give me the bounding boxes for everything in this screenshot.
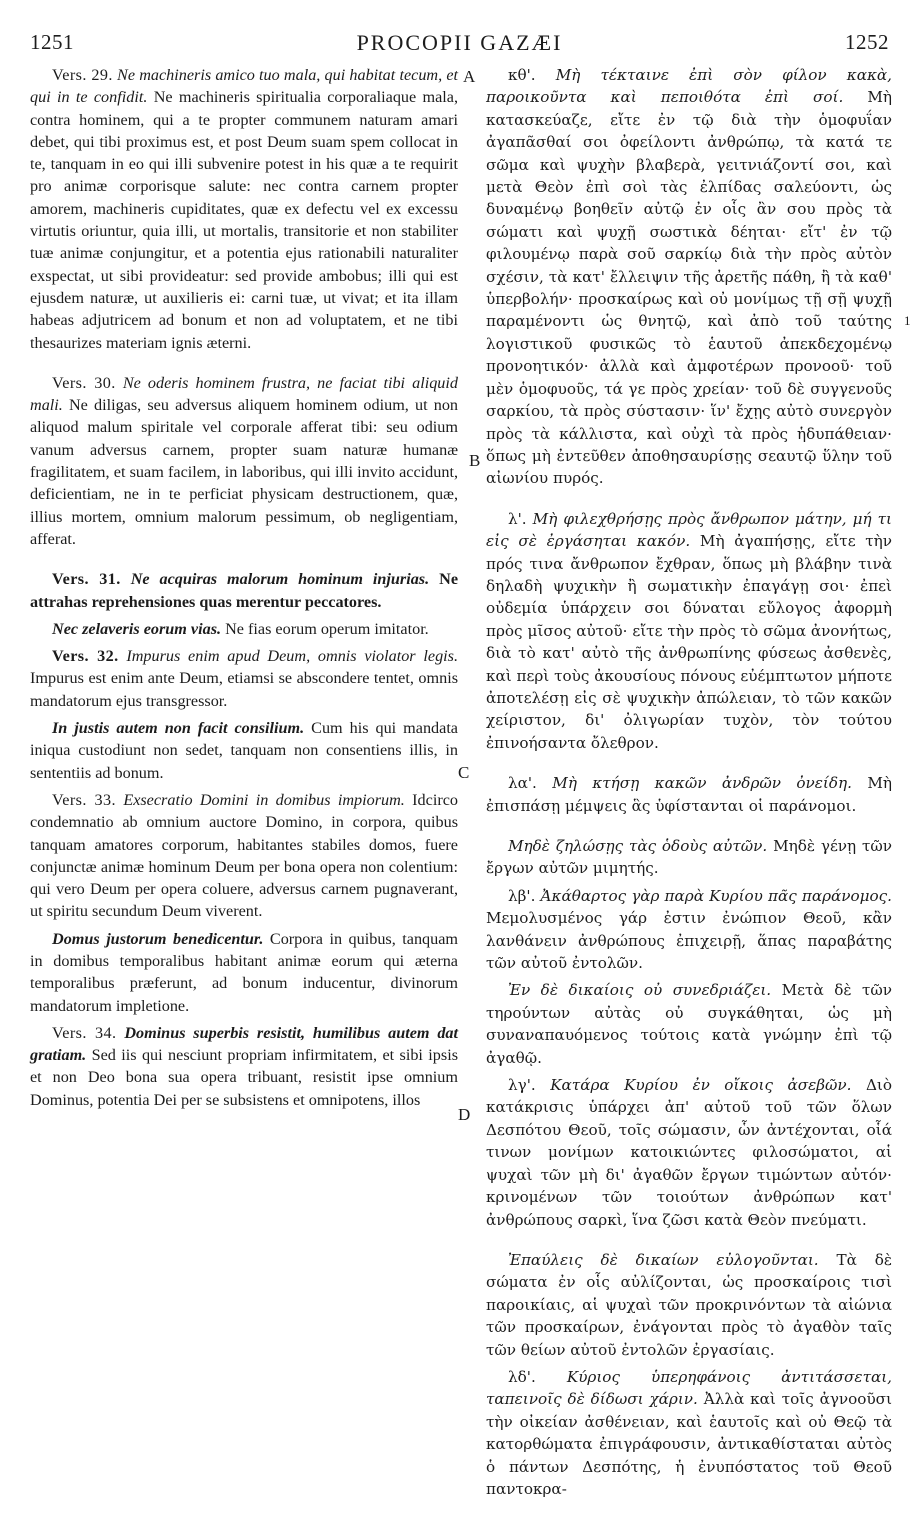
- commentary-text: Ne fias eorum operum imitator.: [225, 619, 429, 638]
- latin-paragraph: [30, 372, 458, 550]
- verse-lemma: Ἐν δὲ δικαίοις οὐ συνεδριάζει.: [508, 981, 772, 1000]
- verse-number: λδ'.: [508, 1367, 536, 1386]
- margin-marker-a: A: [463, 67, 476, 86]
- verse-lemma: Ne oderis hominem frustra, ne faciat tibi aliquid mali.: [30, 373, 458, 415]
- greek-paragraph: [486, 1249, 892, 1361]
- verse-number: λγ'.: [508, 1076, 536, 1095]
- greek-paragraph: [486, 979, 892, 1069]
- latin-paragraph: [30, 645, 458, 712]
- verse-lemma: Κύριος ὑπερηφάνοις ἀντιτάσσεται, ταπεινοῖς δὲ δίδωσι χάριν.: [486, 1367, 893, 1409]
- latin-paragraph: [30, 928, 458, 1017]
- commentary-text: Idcirco condemnatio ab omnium auctore Domino, in corpora, quibus tanquam amatores corporum, habitantes stabiles domos, fuere conjunctæ animæ hominum Deum per bona opera non colentium: qui vero Deum per opera coluere, adversus carnem pugnaverant, ut spiritu secundum Deum viverent.: [30, 790, 459, 921]
- commentary-text: Ne diligas, seu adversus aliquem hominem odium, ut non aliquod malum spiritale vel corporale afferat tibi: seu odium vanum adversus carnem, propter suam naturæ humanæ fragilitatem, et suam facilem, in laboribus, qui illi invito accidunt, deficientiam, ne in te perficiat physicam destructionem, quæ, illius mortem, omnium malorum pessimum, ob negligentiam, afferat.: [30, 396, 459, 548]
- margin-marker-c: C: [458, 763, 470, 782]
- greek-paragraph: [486, 64, 892, 490]
- commentary-text: Cum his qui mandata iniqua custodiunt non sedet, tanquam non consentiens illis, in sententiis ad bonum.: [30, 719, 458, 782]
- commentary-text: Sed iis qui nesciunt propriam infirmitatem, et sibi ipsis et non Deo bona sua opera tribuant, resistit ipse omnium Dominus, potentia Dei per se subsistens et omnipotens, illos: [30, 1046, 458, 1109]
- verse-lemma: Ne acquiras malorum hominum injurias.: [130, 570, 430, 589]
- greek-paragraph: [486, 508, 892, 754]
- greek-paragraph: [486, 835, 892, 880]
- commentary-text: Ἀλλὰ καὶ τοῖς ἀγνοοῦσι τὴν οἰκείαν ἀσθένειαν, καὶ ἑαυτοῖς καὶ οὐ Θεῷ τὰ κατορθώματα ἐπιγράφουσιν, ἀντικαθίσταται αὐτὸς ὁ πάντων Δεσπότης, ἡ ἐνυπόστατος τοῦ Θεοῦ παντοκρα-: [486, 1390, 893, 1498]
- greek-column: [486, 64, 892, 1505]
- verse-lemma: Κατάρα Κυρίου ἐν οἴκοις ἀσεβῶν.: [550, 1076, 852, 1095]
- greek-paragraph: [486, 1366, 892, 1500]
- verse-lemma: Exsecratio Domini in domibus impiorum.: [123, 790, 405, 809]
- verse-lemma: Impurus enim apud Deum, omnis violator legis.: [126, 647, 459, 666]
- verse-lemma: Μὴ φιλεχθρήσῃς πρὸς ἄνθρωπον μάτην, μή τι εἰς σὲ ἐργάσηται κακόν.: [486, 509, 892, 551]
- commentary-text: Μεμολυσμένος γάρ ἐστιν ἐνώπιον Θεοῦ, κἂν λανθάνειν ἀνθρώπους ἐπιχειρῇ, ἅπας παραβάτης τῶν αὐτοῦ ἐντολῶν.: [486, 909, 892, 973]
- verse-lemma: In justis autem non facit consilium.: [52, 719, 305, 738]
- greek-paragraph: [486, 1074, 892, 1231]
- commentary-text: Ne attrahas reprehensiones quas merentur peccatores.: [30, 570, 458, 611]
- verse-number: λβ'.: [508, 886, 536, 905]
- commentary-text: Ne machineris spiritualia corporaliaque mala, contra hominem, qui a te propter communem naturam amari debet, qui tibi proximus est, et post Deum suam spem collocat in te, tanquam in eo qui illi subvenire potest in his quæ a te requirit pro animæ corporisque salute: nec contra carnem propter amorem, machineris cupiditates, quæ ex defectu vel ex excessu virtutis oriuntur, quia illi, ut mortalis, transitorie et non stabiliter tuæ animæ conjungitur, et a potentia ejus rationabili naturaliter exspectat, ut sibi provideatur: sed provide ambobus; illi qui est ejusdem naturæ, ut auxilieris ei: carni tuæ, ut vivat; et ita illam habeas adjutricem ad bonum et non ad voluptatem, et ne tibi thesaurizes materiam ignis æterni.: [30, 88, 459, 352]
- commentary-text: Μετὰ δὲ τῶν τηρούντων αὐτὰς οὐ συγκάθηται, ὡς μὴ συναναπαυόμενος τούτοις κατὰ γνώμην ἐπὶ τῷ ἀγαθῷ.: [486, 981, 892, 1067]
- verse-lemma: Nec zelaveris eorum vias.: [52, 619, 222, 638]
- commentary-text: Μὴ κατασκεύαζε, εἴτε ἐν τῷ διὰ τὴν ὁμοφυΐαν ἀγαπᾶσθαί σοι ὀφείλοντι ἀνθρώπῳ, τὰ κατά τε σῶμα καὶ ψυχὴν βλαβερὰ, γειτνιάζοντί σοι, καὶ μετὰ Θεὸν ἐπὶ σοὶ τὰς ἐλπίδας σαλεύοντι, ὡς δυναμένῳ βοηθεῖν αὐτῷ ἐν οἷς ἂν σου πρὸς τὰ σώματι καὶ ψυχῇ σωστικὰ δέηται· εἴτ' ἐν τῷ φιλουμένῳ παρὰ σοῦ σαρκίῳ διὰ τὴν πρὸς αὐτὸν σχέσιν, τὰ κατ' ἔλλειψιν τῆς ἀρετῆς πάθη, ἢ τὰ καθ' ὑπερβολήν· προσκαίρως καὶ οὐ μονίμως τῇ σῇ ψυχῇ παραμένοντι ὡς θνητῷ, καὶ ἀπὸ τοῦ ταύτης λογιστικοῦ φυσικῶς τὸ ἑαυτοῦ ἀπεκδεχομένῳ προνοητικόν· ἀλλὰ καὶ ἀμφοτέρων προνοοῦ· τοῦ μὲν ὁμοφυοῦς, τά γε πρὸς χρείαν· τοῦ δὲ συγγενοῦς σαρκίου, τὰ πρὸς σύστασιν· ἵν' ἔχῃς αὐτὸ συνεργὸν πρὸς τὰ κάλλιστα, καὶ οὐχὶ τὰ πρὸς ἡδυπάθειαν· ὅπως μὴ ἐντεῦθεν ἀποθησαυρίσῃς σεαυτῷ ὕλην τοῦ αἰωνίου πυρός.: [486, 88, 892, 488]
- verse-number: λα'.: [508, 774, 537, 793]
- page-number-right: 1252: [845, 30, 889, 54]
- commentary-text: Corpora in quibus, tanquam in domibus temporalibus habitant animæ eorum qui æterna temporalibus præferunt, ad bonum inducentur, divinorum mandatorum impletione.: [30, 929, 459, 1015]
- latin-paragraph: [30, 717, 458, 784]
- greek-paragraph: [486, 885, 892, 975]
- commentary-text: Μὴ ἀγαπήσῃς, εἴτε τὴν πρός τινα ἄνθρωπον ἔχθραν, ὅπως μὴ βλάβην τινὰ δηλαδὴ ψυχικὴν ἢ σωματικὴν ἐπαγάγῃ σοι· ἐπεὶ οὐδεμία ὑπάρχειν σοι δύναται εὔλογος ἀφορμὴ πρὸς μῖσος αὐτοῦ· εἴτε τὴν πρὸς τὸ σῶμα ἀνονήτως, διὰ τὸ κατ' αὐτὸ τῆς ἀνθρωπίνης φύσεως ἀσθενὲς, καὶ περὶ τοὺς ἀκουσίους πόνους εὐέμπτωτον μήποτε ἀποτελέσῃ εἰς σὲ ψυχικὴν ἀπώλειαν, τὸ τῶν κακῶν χείριστον, δι' ὀλιγωρίαν τυχὸν, τὸν τούτου ἐπινοήσαντα ὄλεθρον.: [486, 532, 893, 752]
- latin-paragraph: [30, 618, 458, 640]
- page-number-left: 1251: [30, 30, 74, 54]
- verse-number: Vers. 32.: [52, 647, 119, 666]
- page-header: [0, 30, 919, 56]
- margin-marker-b: B: [469, 451, 481, 470]
- verse-lemma: Domus justorum benedicentur.: [52, 929, 264, 948]
- verse-number: Vers. 31.: [52, 570, 121, 589]
- verse-number: Vers. 34.: [52, 1023, 117, 1042]
- verse-lemma: Ἐπαύλεις δὲ δικαίων εὐλογοῦνται.: [508, 1250, 819, 1269]
- commentary-text: Μὴ ἐπισπάσῃ μέμψεις ἃς ὑφίστανται οἱ παράνομοι.: [486, 774, 892, 815]
- latin-paragraph: [30, 568, 458, 613]
- commentary-text: Τὰ δὲ σώματα ἐν οἷς αὐλίζονται, ὡς προσκαίροις τισὶ παροικίαις, αἱ ψυχαὶ τῶν προκρινόντων τὰ αἰώνια τῶν προσκαίρων, ἐνάγονται πρὸς τὸ ἀγαθὸν ταῖς τῶν θείων αὐτοῦ ἐντολῶν ἐργασίαις.: [486, 1250, 893, 1359]
- verse-lemma: Μὴ τέκταινε ἐπὶ σὸν φίλον κακὰ, παροικοῦντα καὶ πεποιθότα ἐπὶ σοί.: [486, 66, 892, 107]
- verse-lemma: Ne machineris amico tuo mala, qui habitat tecum, et qui in te confidit.: [30, 66, 459, 107]
- verse-number: Vers. 29.: [52, 66, 113, 84]
- commentary-text: Διὸ κατάκρισις ὑπάρχει ἀπ' αὐτοῦ τοῦ τῶν ὅλων Δεσπότου Θεοῦ, τοῖς σώμασιν, ὧν ἀντέχονται, οἷά τινων μονίμων κατοικιώντες φιλοσώματοι, αἱ ψυχαὶ τῶν μὴ δι' ἀγαθῶν ἔργων τιμώντων αὐτόν· κρινομένων τῶν τοιούτων ἀνθρώπων κατ' ἀνθρώπους σαρκὶ, ἵνα ζῶσι κατὰ Θεὸν πνεύματι.: [486, 1076, 893, 1229]
- latin-paragraph: [30, 1022, 458, 1111]
- latin-paragraph: [30, 64, 458, 354]
- verse-number: λ'.: [508, 509, 527, 528]
- latin-column: [30, 64, 458, 1116]
- margin-marker-d: D: [458, 1105, 471, 1124]
- verse-lemma: Dominus superbis resistit, humilibus autem dat gratiam.: [30, 1023, 459, 1065]
- latin-paragraph: [30, 789, 458, 923]
- commentary-text: Impurus est enim ante Deum, etiamsi se abscondere tentet, omnis mandatorum ejus transgressor.: [30, 669, 458, 710]
- verse-number: Vers. 33.: [52, 790, 116, 809]
- verse-number: κθ'.: [508, 66, 536, 84]
- verse-number: Vers. 30.: [52, 373, 116, 392]
- greek-paragraph: [486, 772, 892, 817]
- verse-lemma: Μὴ κτήσῃ κακῶν ἀνδρῶν ὀνείδη.: [552, 774, 852, 793]
- commentary-text: Μηδὲ γένῃ τῶν ἔργων αὐτῶν μιμητής.: [486, 837, 892, 878]
- running-title: PROCOPII GAZÆI: [356, 30, 563, 55]
- side-note-number: 1: [904, 313, 911, 328]
- verse-lemma: Ἀκάθαρτος γὰρ παρὰ Κυρίου πᾶς παράνομος.: [540, 886, 892, 905]
- verse-lemma: Μηδὲ ζηλώσῃς τὰς ὁδοὺς αὐτῶν.: [508, 837, 768, 855]
